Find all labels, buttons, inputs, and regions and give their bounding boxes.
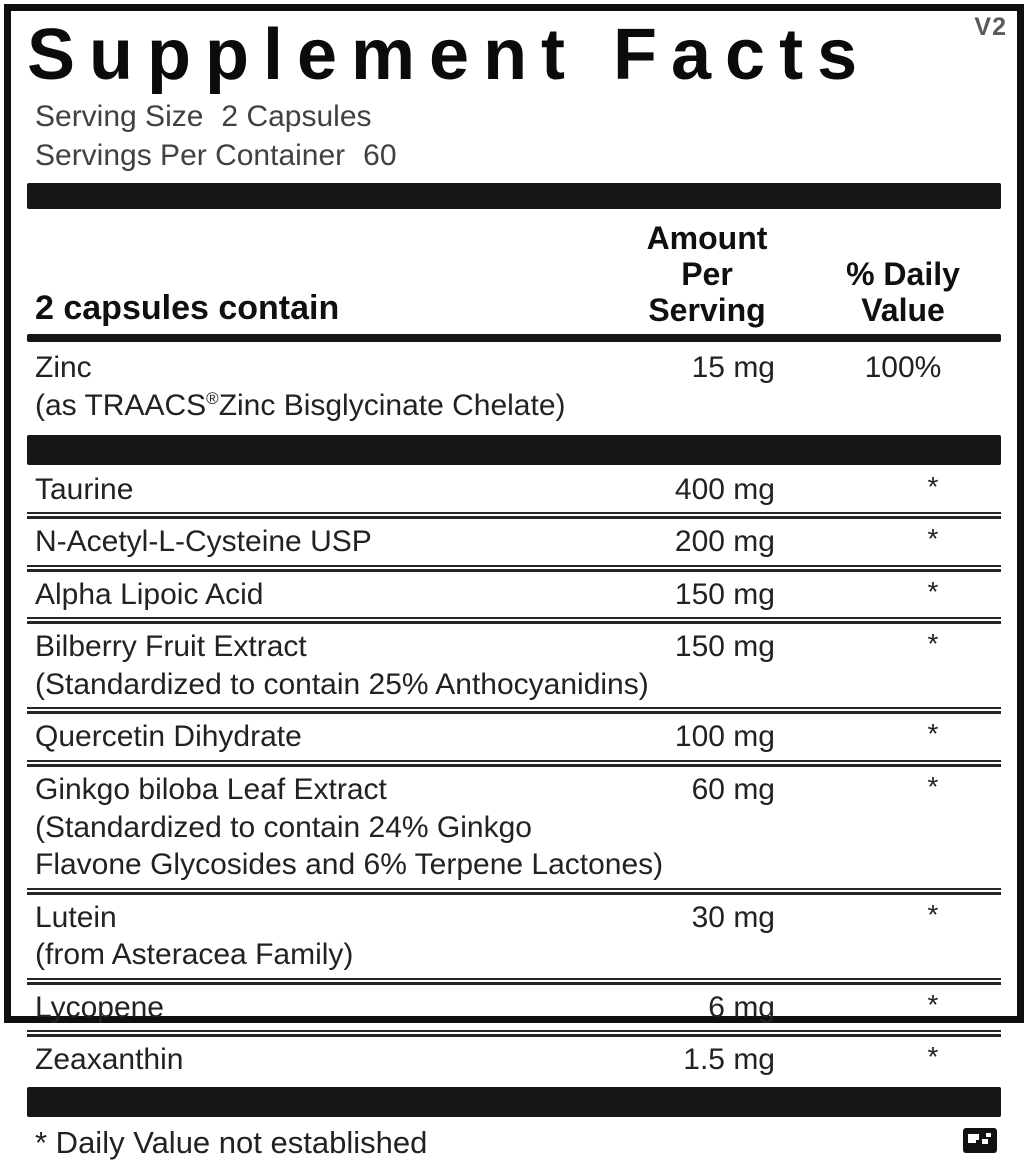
ingredient-amount: 150 mg bbox=[674, 577, 775, 611]
servings-per-container-label: Servings Per Container bbox=[35, 139, 346, 172]
ingredient-amount: 400 mg bbox=[674, 472, 775, 506]
asterisk-icon: * bbox=[927, 718, 939, 750]
servings-per-container-value: 60 bbox=[363, 139, 397, 172]
ingredient-rows bbox=[27, 469, 1001, 1081]
divider-bar-middle bbox=[27, 435, 1001, 465]
ingredient-sub-description: (as TRAACS®Zinc Bisglycinate Chelate) bbox=[35, 389, 566, 423]
registered-trademark-icon: ® bbox=[206, 389, 219, 409]
ingredient-name: Zinc bbox=[35, 351, 92, 385]
row-separator bbox=[27, 565, 1001, 572]
asterisk-icon: * bbox=[927, 470, 939, 502]
supplement-facts-label bbox=[4, 4, 1024, 1160]
ingredient-daily-value bbox=[805, 524, 1001, 561]
ingredient-name: Lutein bbox=[35, 900, 117, 934]
ingredient-sub-description: (Standardized to contain 25% Anthocyanidins) bbox=[35, 667, 649, 701]
ingredient-row bbox=[27, 521, 1001, 563]
serving-size-line bbox=[27, 97, 1001, 136]
column-header-contain: 2 capsules contain bbox=[35, 289, 340, 328]
row-separator bbox=[27, 760, 1001, 767]
ingredient-name: Ginkgo biloba Leaf Extract bbox=[35, 773, 387, 807]
ingredient-daily-value bbox=[805, 629, 1001, 666]
row-separator bbox=[27, 512, 1001, 519]
divider-bar-top bbox=[27, 183, 1001, 209]
row-separator bbox=[27, 888, 1001, 895]
ingredient-amount: 6 mg bbox=[708, 990, 775, 1024]
ingredient-amount: 30 mg bbox=[691, 900, 775, 934]
asterisk-icon: * bbox=[927, 988, 939, 1020]
asterisk-icon: * bbox=[927, 628, 939, 660]
serving-size-label: Serving Size bbox=[35, 100, 204, 133]
ingredient-name: Lycopene bbox=[35, 990, 164, 1024]
asterisk-icon: * bbox=[927, 898, 939, 930]
footnote-row bbox=[27, 1123, 1001, 1161]
ingredient-daily-value bbox=[805, 719, 1001, 756]
serving-size-value: 2 Capsules bbox=[221, 100, 372, 133]
ingredient-name: Alpha Lipoic Acid bbox=[35, 577, 264, 611]
ingredient-sub-description: (Standardized to contain 24% Ginkgo bbox=[35, 810, 532, 844]
ingredient-amount: 60 mg bbox=[691, 773, 775, 807]
ingredient-sub-description: Flavone Glycosides and 6% Terpene Lactones) bbox=[35, 848, 664, 882]
ingredient-daily-value bbox=[805, 772, 1001, 809]
ingredient-amount: 100 mg bbox=[674, 720, 775, 754]
ingredient-row bbox=[27, 626, 1001, 705]
ingredient-row bbox=[27, 897, 1001, 976]
version-tag: V2 bbox=[974, 13, 1007, 41]
ingredient-amount: 150 mg bbox=[674, 630, 775, 664]
divider-bar-bottom bbox=[27, 1087, 1001, 1117]
ingredient-row bbox=[27, 1039, 1001, 1081]
row-separator bbox=[27, 1030, 1001, 1037]
ingredient-amount: 1.5 mg bbox=[683, 1043, 775, 1077]
ingredient-row bbox=[27, 574, 1001, 616]
column-header-daily-value: % Daily Value bbox=[846, 255, 960, 328]
page-title: Supplement Facts bbox=[27, 15, 872, 95]
ingredient-name: Zeaxanthin bbox=[35, 1043, 184, 1077]
row-separator bbox=[27, 978, 1001, 985]
column-header-amount: Amount Per Serving bbox=[646, 220, 768, 328]
ingredient-name: Quercetin Dihydrate bbox=[35, 720, 302, 754]
asterisk-icon: * bbox=[927, 1041, 939, 1073]
ingredient-daily-value: 100% bbox=[864, 351, 942, 385]
row-separator bbox=[27, 707, 1001, 714]
servings-per-container-line bbox=[27, 136, 1001, 175]
asterisk-icon: * bbox=[927, 575, 939, 607]
ingredient-daily-value bbox=[805, 577, 1001, 614]
ingredient-name: Taurine bbox=[35, 472, 134, 506]
ingredient-amount: 15 mg bbox=[691, 351, 775, 385]
label-mark-icon bbox=[963, 1128, 997, 1158]
footnote-text: * Daily Value not established bbox=[35, 1124, 428, 1160]
ingredient-row bbox=[27, 716, 1001, 758]
ingredient-sub-description: (from Asteracea Family) bbox=[35, 938, 354, 972]
table-header-row bbox=[27, 217, 1001, 334]
asterisk-icon: * bbox=[927, 771, 939, 803]
zinc-row bbox=[27, 346, 1001, 426]
header-rule bbox=[27, 334, 1001, 342]
ingredient-row bbox=[27, 469, 1001, 511]
ingredient-amount: 200 mg bbox=[674, 525, 775, 559]
row-separator bbox=[27, 617, 1001, 624]
ingredient-daily-value bbox=[805, 1042, 1001, 1079]
ingredient-daily-value bbox=[805, 990, 1001, 1027]
ingredient-row bbox=[27, 769, 1001, 886]
ingredient-name: N-Acetyl-L-Cysteine USP bbox=[35, 525, 372, 559]
ingredient-daily-value bbox=[805, 472, 1001, 509]
ingredient-row bbox=[27, 987, 1001, 1029]
ingredient-name: Bilberry Fruit Extract bbox=[35, 630, 307, 664]
ingredient-daily-value bbox=[805, 900, 1001, 937]
asterisk-icon: * bbox=[927, 523, 939, 555]
